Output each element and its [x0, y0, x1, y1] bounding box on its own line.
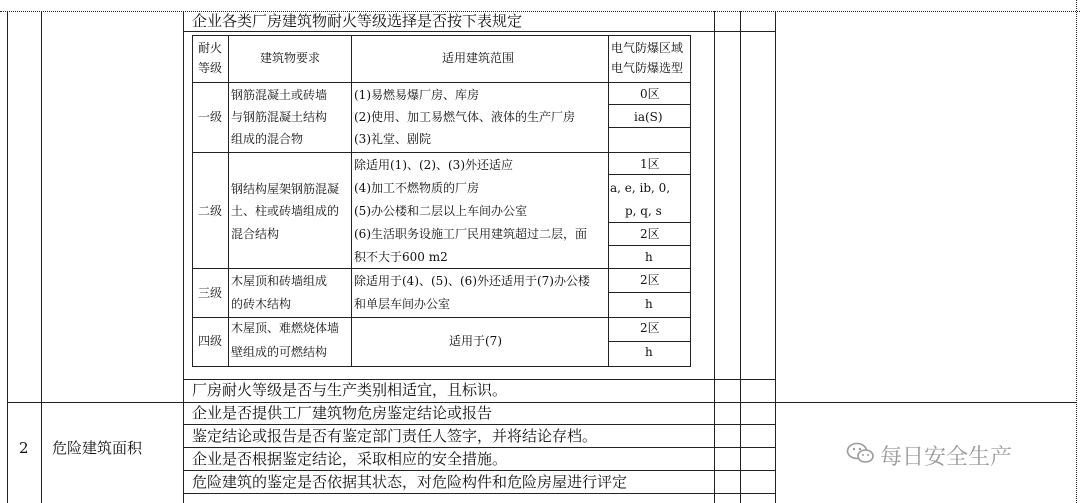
header-grade: 耐火	[198, 41, 223, 55]
zone-cell: p, q, s	[625, 204, 662, 218]
scope-cell: (1)易燃易爆厂房、库房	[354, 88, 479, 102]
row-line	[192, 152, 691, 153]
scope-cell: (6)生活职务设施工厂民用建筑超过二层，面	[354, 227, 587, 241]
row-line	[183, 31, 775, 32]
header-grade: 等级	[198, 61, 223, 75]
col-line	[714, 11, 715, 503]
row-line	[183, 424, 775, 425]
zone-cell: h	[645, 345, 653, 359]
scope-cell: 除适用(1)、(2)、(3)外还适应	[354, 158, 513, 172]
row-line	[183, 447, 775, 448]
row-line	[608, 245, 691, 246]
row-line	[183, 470, 775, 471]
scope-cell: 和单层车间办公室	[354, 297, 451, 311]
header-explosion: 电气防爆区域	[611, 41, 684, 55]
col-line	[183, 11, 184, 503]
scope-cell: (4)加工不燃物质的厂房	[354, 181, 479, 195]
building-cell: 土、柱或砖墙组成的	[231, 204, 340, 218]
grade-cell: 二级	[198, 204, 223, 218]
row-item-label: 危险建筑面积	[52, 439, 143, 457]
danger-item: 危险建筑的鉴定是否依据其状态，对危险构件和危险房屋进行评定	[192, 473, 628, 491]
scope-cell: 除适用于(4)、(5)、(6)外还适用于(7)办公楼	[354, 274, 590, 288]
scope-cell: 积不大于600 m2	[354, 250, 448, 264]
row-line	[608, 222, 691, 223]
row-line	[608, 127, 691, 128]
header-explosion: 电气防爆选型	[611, 61, 684, 75]
wechat-icon	[846, 441, 876, 465]
col-line	[775, 11, 776, 503]
scope-cell: (3)礼堂、剧院	[354, 132, 431, 146]
building-cell: 组成的混合物	[231, 132, 304, 146]
scope-cell: (5)办公楼和二层以上车间办公室	[354, 204, 527, 218]
zone-cell: 2区	[640, 273, 660, 287]
row-line	[7, 402, 1076, 403]
header-building: 建筑物要求	[260, 51, 321, 65]
grade-cell: 四级	[198, 334, 223, 348]
watermark-text: 每日安全生产	[880, 445, 1013, 470]
danger-item: 企业是否提供工厂建筑物危房鉴定结论或报告	[192, 404, 493, 422]
row-line	[192, 82, 691, 83]
danger-item: 企业是否根据鉴定结论，采取相应的安全措施。	[192, 450, 508, 468]
building-cell: 壁组成的可燃结构	[231, 345, 328, 359]
row-line	[608, 104, 691, 105]
building-cell: 混合结构	[231, 227, 280, 241]
row-line	[608, 341, 691, 342]
zone-cell: 1区	[640, 157, 660, 171]
zone-cell: 2区	[640, 227, 660, 241]
zone-cell: a, e, ib, 0,	[610, 181, 671, 195]
row-line	[192, 268, 691, 269]
top-dotted-line	[0, 11, 1080, 12]
row-line	[608, 292, 691, 293]
row-line	[608, 174, 691, 175]
building-cell: 钢筋混凝土或砖墙	[231, 88, 328, 102]
zone-cell: h	[645, 250, 653, 264]
building-cell: 木屋顶和砖墙组成	[231, 274, 328, 288]
building-cell: 与钢筋混凝土结构	[231, 110, 328, 124]
requirement-text: 厂房耐火等级是否与生产类别相适宜，且标识。	[192, 381, 508, 399]
building-cell: 木屋顶、难燃烧体墙	[231, 321, 340, 335]
zone-cell: 0区	[640, 87, 660, 101]
danger-item: 鉴定结论或报告是否有鉴定部门责任人签字，并将结论存档。	[192, 427, 598, 445]
zone-cell: 2区	[640, 321, 660, 335]
zone-cell: h	[645, 297, 653, 311]
grade-cell: 一级	[198, 110, 223, 124]
building-cell: 的砖木结构	[231, 297, 292, 311]
requirement-text: 企业各类厂房建筑物耐火等级选择是否按下表规定	[192, 12, 523, 30]
col-line	[740, 11, 741, 503]
scope-cell: 适用于(7)	[449, 334, 502, 348]
row-line	[183, 493, 775, 494]
col-line	[7, 11, 8, 503]
row-number: 2	[19, 439, 29, 457]
zone-cell: ia(S)	[634, 110, 663, 124]
grade-cell: 三级	[198, 286, 223, 300]
row-line	[192, 317, 691, 318]
col-line	[41, 11, 42, 503]
row-line	[183, 379, 775, 380]
header-scope: 适用建筑范围	[442, 51, 515, 65]
building-cell: 钢结构屋架钢筋混凝	[231, 182, 340, 196]
right-dotted-line	[1076, 0, 1077, 503]
scope-cell: (2)使用、加工易燃气体、液体的生产厂房	[354, 110, 575, 124]
